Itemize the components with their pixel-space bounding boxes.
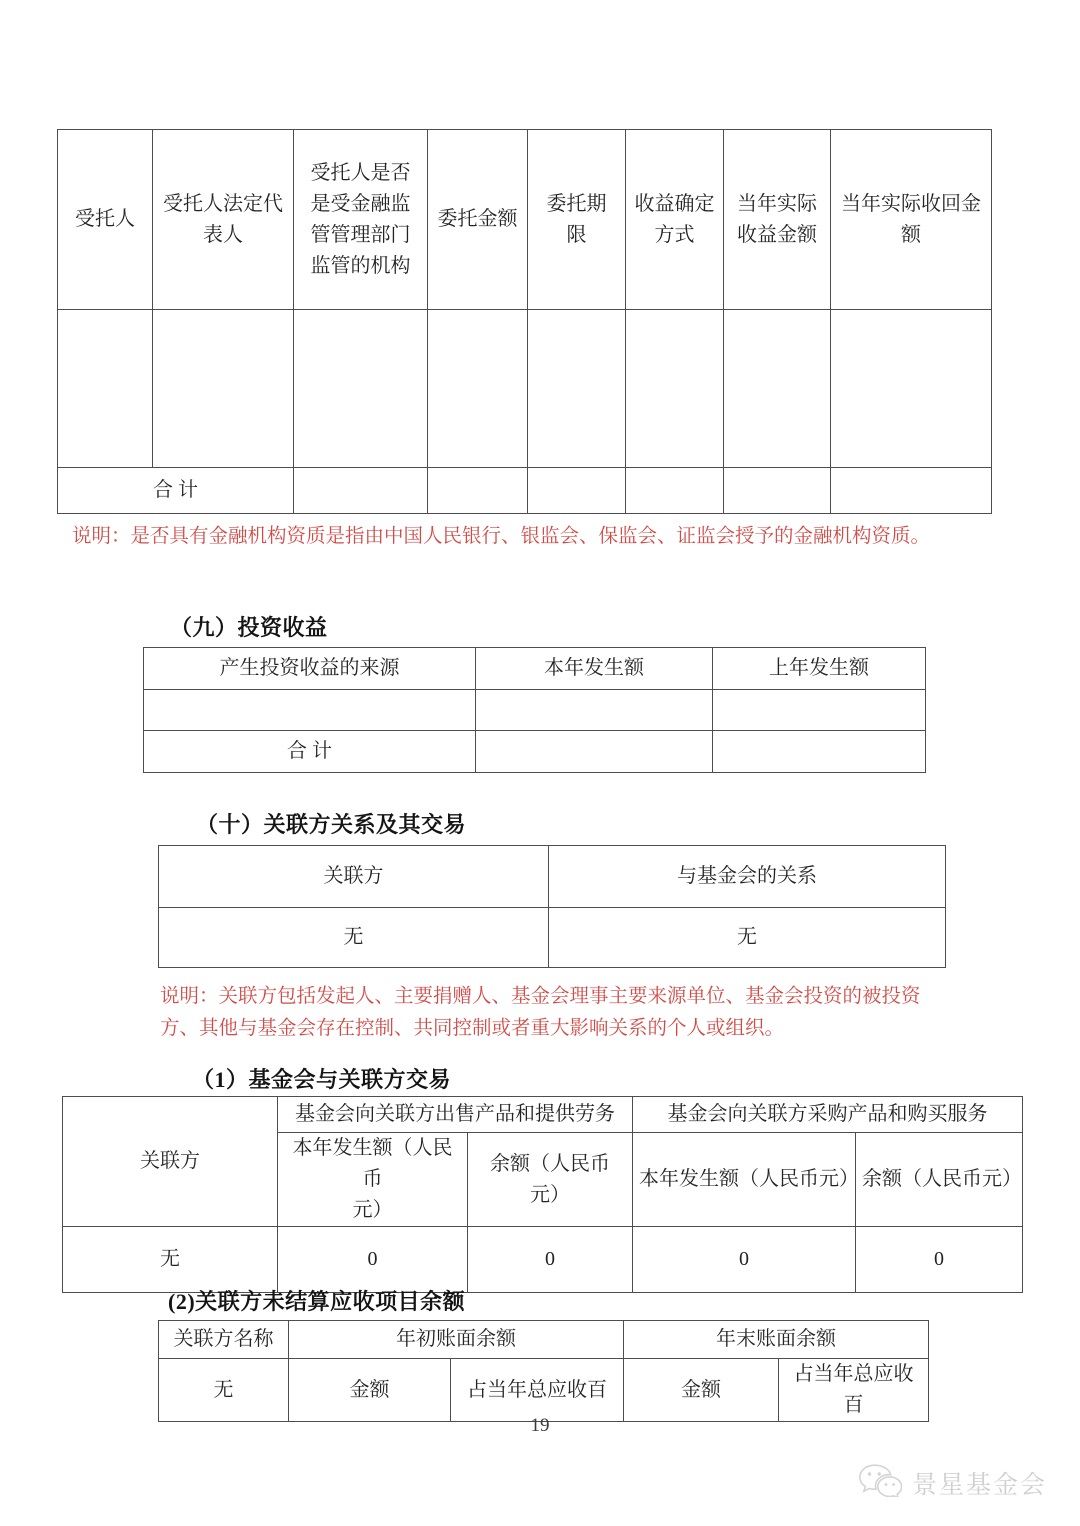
cell-income-source[interactable] [144,690,476,731]
related-party-unsettled-receivables-table [158,1320,929,1422]
table-row [159,1359,929,1422]
header-cell-regulated: 受托人是否 是受金融监 管管理部门 监管的机构 [294,130,428,310]
cell-related-party[interactable]: 无 [63,1227,278,1293]
page-number: 19 [530,1415,550,1436]
table-row [159,908,946,968]
cell-trustee[interactable] [58,310,153,468]
table-header-row [159,846,946,908]
header-cell-sell-balance: 余额（人民币 元） [468,1133,633,1227]
cell-purchase-balance[interactable]: 0 [856,1227,1023,1293]
cell-entrusted-amount[interactable] [428,310,528,468]
note-financial-institution: 说明：是否具有金融机构资质是指由中国人民银行、银监会、保监会、证监会授予的金融机构资质。 [72,526,931,547]
total-cell-income-method[interactable] [626,468,724,514]
cell-sell-balance[interactable]: 0 [468,1227,633,1293]
header-cell-entrusted-amount: 委托金额 [428,130,528,310]
header-cell-entrusted-term: 委托期 限 [528,130,626,310]
cell-opening-percent[interactable]: 占当年总应收百 [451,1359,624,1422]
cell-purchase-current-year[interactable]: 0 [633,1227,856,1293]
total-cell-entrusted-amount[interactable] [428,468,528,514]
table-header-row [144,648,926,690]
header-cell-income-method: 收益确定 方式 [626,130,724,310]
cell-relation[interactable]: 无 [549,908,946,968]
total-cell-regulated[interactable] [294,468,428,514]
header-cell-relation: 与基金会的关系 [549,846,946,908]
header-cell-actual-recovered: 当年实际收回金 额 [831,130,992,310]
table-row [58,310,992,468]
cell-legal-rep[interactable] [153,310,294,468]
wechat-icon [858,1463,902,1502]
table-group-header-row [63,1097,1023,1133]
cell-entrusted-term[interactable] [528,310,626,468]
total-label: 合 计 [144,731,476,773]
cell-closing-percent[interactable]: 占当年总应收百 [779,1359,929,1422]
header-group-sell: 基金会向关联方出售产品和提供劳务 [278,1097,633,1133]
section-heading-ten: （十）关联方关系及其交易 [196,812,467,837]
header-cell-party-name: 关联方名称 [159,1321,289,1359]
note-related-party-definition: 说明：关联方包括发起人、主要捐赠人、基金会理事主要来源单位、基金会投资的被投资方、其他与基金会存在控制、共同控制或者重大影响关系的个人或组织。 [160,986,921,1039]
total-cell-entrusted-term[interactable] [528,468,626,514]
table-row [63,1227,1023,1293]
table-header-row [159,1321,929,1359]
header-group-opening-balance: 年初账面余额 [289,1321,624,1359]
header-cell-related-party: 关联方 [63,1097,278,1227]
header-cell-purchase-current-year: 本年发生额（人民币元） [633,1133,856,1227]
cell-closing-amount[interactable]: 金额 [624,1359,779,1422]
wechat-account-name: 景星基金会 [912,1470,1048,1499]
subsection-heading-two: (2)关联方未结算应收项目余额 [168,1289,466,1314]
related-party-transaction-table [62,1096,1023,1293]
subsection-heading-one: （1）基金会与关联方交易 [192,1067,452,1092]
total-cell-actual-income[interactable] [724,468,831,514]
cell-sell-current-year[interactable]: 0 [278,1227,468,1293]
cell-related-party[interactable]: 无 [159,908,549,968]
cell-opening-amount[interactable]: 金额 [289,1359,451,1422]
total-cell-current-year[interactable] [476,731,713,773]
header-cell-legal-rep: 受托人法定代 表人 [153,130,294,310]
header-cell-sell-current-year: 本年发生额（人民币 元） [278,1133,468,1227]
table-header-row [58,130,992,310]
cell-income-method[interactable] [626,310,724,468]
table-total-row [144,731,926,773]
header-cell-prior-year: 上年发生额 [713,648,926,690]
section-heading-nine: （九）投资收益 [170,615,328,640]
header-cell-income-source: 产生投资收益的来源 [144,648,476,690]
header-group-purchase: 基金会向关联方采购产品和购买服务 [633,1097,1023,1133]
cell-current-year[interactable] [476,690,713,731]
header-cell-trustee: 受托人 [58,130,153,310]
table-total-row [58,468,992,514]
table-row [144,690,926,731]
entrusted-investment-table [57,129,992,514]
investment-income-table [143,647,926,773]
cell-actual-income[interactable] [724,310,831,468]
cell-party-name[interactable]: 无 [159,1359,289,1422]
header-cell-current-year: 本年发生额 [476,648,713,690]
related-party-relation-table [158,845,946,968]
header-cell-related-party: 关联方 [159,846,549,908]
total-cell-actual-recovered[interactable] [831,468,992,514]
cell-regulated[interactable] [294,310,428,468]
header-cell-purchase-balance: 余额（人民币元） [856,1133,1023,1227]
wechat-footer-badge[interactable] [858,1463,1047,1502]
cell-actual-recovered[interactable] [831,310,992,468]
header-cell-actual-income: 当年实际 收益金额 [724,130,831,310]
header-group-closing-balance: 年末账面余额 [624,1321,929,1359]
total-label: 合 计 [58,468,294,514]
total-cell-prior-year[interactable] [713,731,926,773]
cell-prior-year[interactable] [713,690,926,731]
